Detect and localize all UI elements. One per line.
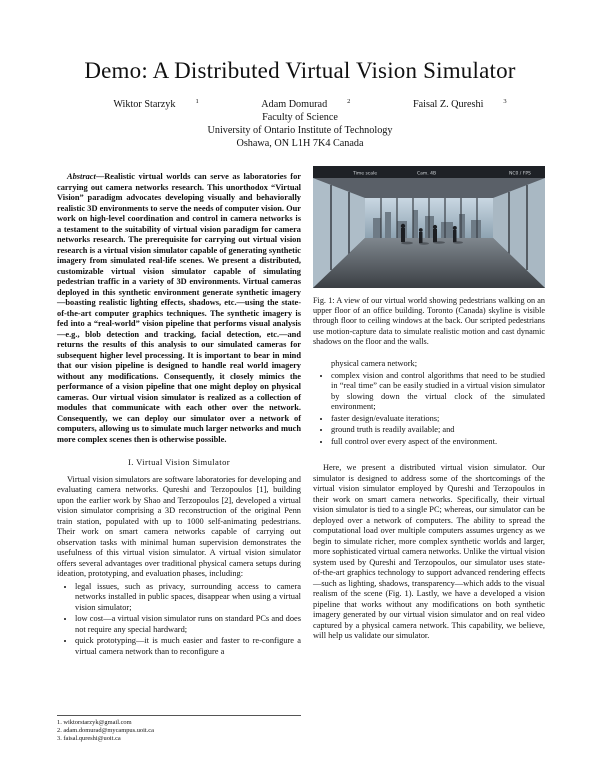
overlay-label: Cam. 4B <box>417 171 437 177</box>
section-heading: I. Virtual Vision Simulator <box>127 457 231 467</box>
author-names <box>0 98 600 111</box>
left-column <box>57 172 301 658</box>
list-item: • legal issues, such as privacy, surrounding access to camera networks installed in public spaces, disappear when using a virtual vision simulator; <box>75 582 301 614</box>
advantages-list-continued <box>313 359 545 370</box>
list-item: • quick prototyping—it is much easier and faster to re-configure a virtual camera network than to reconfigure a <box>75 636 301 657</box>
figure-1-image <box>313 166 545 288</box>
footnote: 2. adam.domurad@mycampus.uoit.ca <box>57 727 154 735</box>
author: Faisal Z. Qureshi $^3$ <box>412 98 507 110</box>
abstract <box>57 172 301 445</box>
footnotes <box>57 715 301 744</box>
list-item: • full control over every aspect of the environment. <box>331 437 545 448</box>
list-item: • ground truth is readily available; and <box>331 425 545 436</box>
advantages-list-right <box>313 371 545 448</box>
overlay-label: Time scale <box>353 171 378 177</box>
abstract-text: —Realistic virtual worlds can serve as laboratories for carrying out camera networks research. This unorthodox “Virtual Vision” paradigm advocates developing visually and behaviorally realistic 3D environments to serve the needs of computer vision. Our work on high-level coordination and control in camera networks is a testament to the suitability of virtual vision paradigm for camera networks research. The prerequisite for carrying out virtual vision research is a virtual vision simulator capable of generating synthetic imagery from simulated real-life scenes. We present a distributed, customizable virtual vision simulator capable of simulating pedestrian traffic in a variety of 3D environments. Virtual cameras deployed in this synthetic environment generate synthetic imagery—boasting realistic lighting effects, shadows, etc.—using the state-of-the-art computer graphics techniques. The synthetic imagery is fed into a “real-world” vision pipeline that performs visual analysis—e.g., blob detection and tracking, facial detection, etc.—and returns the results of this analysis to our simulated cameras for subsequent higher level processing. It is important to bear in mind that our vision pipeline is designed to handle real world imagery without any modifications. Consequently, it closely mimics the performance of a vision pipeline that one might deploy on physical cameras. Our virtual vision simulator is realized as a collection of modules that communicate with each other over the network. Consequently, we can deploy our simulator over a network of computers, allowing us to simulate much larger networks and much more complex scenes then is otherwise possible. <box>57 172 302 444</box>
author: Wiktor Starzyk $^1$ <box>113 98 199 110</box>
right-column <box>313 166 545 642</box>
virtual-world-render <box>313 166 545 288</box>
list-item: • low cost—a virtual vision simulator runs on standard PCs and does not require any special hardward; <box>75 614 301 635</box>
affiliation-line: Oshawa, ON L1H 7K4 Canada <box>236 138 364 149</box>
list-item-continuation: physical camera network; <box>331 359 418 369</box>
footnote: 3. faisal.qureshi@uoit.ca <box>57 735 121 743</box>
list-item: • faster design/evaluate iterations; <box>331 414 545 425</box>
section-paragraph: Virtual vision simulators are software laboratories for developing and evaluating camera networks. Qureshi and Terzopoulos [1], building upon the earlier work by Shao and Terzopoulos [2], developed a virtual vision simulator comprising a 3D reconstruction of the original Penn train station, populated with up to 1000 self-animating pedestrians. Their work on smart camera networks capable of carrying out observation tasks with minimal human supervision demonstrates the usefulness of this virtual vision simulator. A virtual vision simulator offers several advantages over traditional physical camera setups during ideation, prototyping, and evaluation phases, including: <box>57 474 301 578</box>
section-paragraph: Here, we present a distributed virtual vision simulator. Our simulator is designed to address some of the shortcomings of the virtual vision simulator employed by Qureshi and Terzopoulos in their work on smart camera networks. Specifically, their virtual vision simulator is tied to a single PC; whereas, our simulator can be deployed over a network of computers. The ability to spread the computational load over multiple computers assumes urgency as we begin to simulate richer, more complex synthetic worlds and larger, more sophisticated virtual camera networks. Unlike the virtual vision system used by Qureshi and Terzopoulos, our simulator uses state-of-the-art graphics technology to support advanced rendering effects—such as lighting, shadows, transparency—which adds to the visual realism of the scene (Fig. 1). Lastly, we have a developed a vision pipeline that works without any modifications on both synthetic imagery generated by our virtual vision simulator and on real video captured by a physical camera network. This capability, we believe, will help us validate our simulator. <box>313 463 545 641</box>
affiliation-line: University of Ontario Institute of Technology <box>207 125 393 136</box>
list-item: • complex vision and control algorithms that need to be studied in “real time” can be easily studied in a virtual vision simulator by slowing down the virtual clock of the simulated environment; <box>331 371 545 413</box>
overlay-label: NC0 / FPS <box>509 171 531 177</box>
footnote: 1. wiktorstarzyk@gmail.com <box>57 719 132 726</box>
figure-caption: Fig. 1: A view of our virtual world showing pedestrians walking on an upper floor of an office building. Toronto (Canada) skyline is visible through floor to ceiling windows at the back. Our scripted pedestrians use motion-capture data to simulate realistic motion and cast dynamic shadows on the floor and the walls. <box>313 296 545 346</box>
author: Adam Domurad $^2$ <box>261 98 351 110</box>
author-block <box>0 98 600 150</box>
abstract-label: Abstract <box>67 172 96 181</box>
paper-title: Demo: A Distributed Virtual Vision Simulator <box>84 58 516 83</box>
advantages-list <box>57 582 301 658</box>
affiliation-line: Faculty of Science <box>262 112 338 123</box>
